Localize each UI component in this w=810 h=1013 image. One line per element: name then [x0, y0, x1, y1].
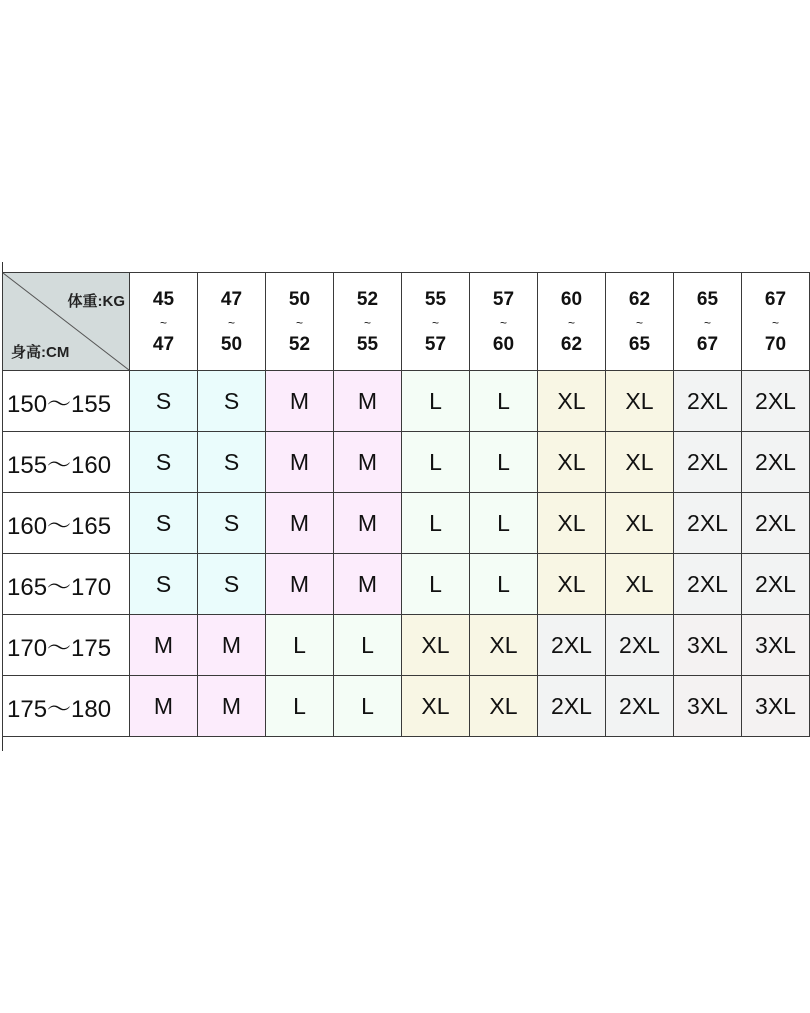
table-row	[3, 615, 810, 676]
size-cell: 2XL	[674, 432, 742, 493]
size-cell: 2XL	[674, 493, 742, 554]
size-cell: L	[402, 554, 470, 615]
size-cell: M	[266, 554, 334, 615]
height-range-cell: 160～165	[3, 493, 130, 554]
height-range-cell: 150～155	[3, 371, 130, 432]
weight-range-from: 47	[220, 288, 243, 310]
weight-range-from: 50	[288, 288, 311, 310]
weight-range-to: 52	[288, 333, 311, 355]
size-cell: S	[130, 493, 198, 554]
table-row	[3, 432, 810, 493]
size-cell: L	[402, 371, 470, 432]
size-cell: S	[198, 493, 266, 554]
weight-range-from: 57	[492, 288, 515, 310]
weight-range-from: 45	[152, 288, 175, 310]
weight-range-to: 55	[356, 333, 379, 355]
size-cell: M	[266, 493, 334, 554]
size-cell: 3XL	[674, 615, 742, 676]
header-row	[3, 273, 810, 371]
weight-range-from: 55	[424, 288, 447, 310]
size-cell: M	[130, 615, 198, 676]
size-cell: L	[334, 676, 402, 737]
size-cell: 2XL	[742, 493, 810, 554]
size-cell: S	[198, 554, 266, 615]
size-cell: 2XL	[742, 432, 810, 493]
size-cell: M	[266, 371, 334, 432]
size-cell: S	[130, 371, 198, 432]
weight-range-to: 67	[696, 333, 719, 355]
size-cell: L	[470, 432, 538, 493]
size-cell: L	[470, 371, 538, 432]
size-cell: 3XL	[742, 676, 810, 737]
weight-range-separator: ~	[363, 315, 371, 330]
weight-range-to: 65	[628, 333, 651, 355]
size-cell: 2XL	[674, 371, 742, 432]
height-range-cell: 170～175	[3, 615, 130, 676]
weight-range-to: 62	[560, 333, 583, 355]
size-cell: L	[334, 615, 402, 676]
height-axis-label: 身高:CM	[11, 344, 70, 361]
height-range-cell: 175～180	[3, 676, 130, 737]
size-cell: 2XL	[674, 554, 742, 615]
size-cell: L	[402, 493, 470, 554]
weight-axis-label: 体重:KG	[67, 293, 125, 310]
size-cell: XL	[606, 432, 674, 493]
weight-range-to: 70	[764, 333, 787, 355]
size-cell: 2XL	[742, 371, 810, 432]
height-range-cell: 165～170	[3, 554, 130, 615]
weight-range-separator: ~	[703, 315, 711, 330]
size-cell: L	[266, 676, 334, 737]
table-row	[3, 676, 810, 737]
size-cell: M	[198, 676, 266, 737]
size-cell: XL	[606, 493, 674, 554]
size-cell: XL	[402, 676, 470, 737]
weight-range-header	[606, 273, 674, 371]
size-cell: 2XL	[606, 615, 674, 676]
size-cell: M	[334, 554, 402, 615]
weight-range-separator: ~	[431, 315, 439, 330]
size-cell: M	[266, 432, 334, 493]
table-row	[3, 554, 810, 615]
weight-range-header	[334, 273, 402, 371]
size-cell: XL	[538, 371, 606, 432]
size-cell: XL	[470, 615, 538, 676]
size-cell: S	[198, 432, 266, 493]
size-cell: XL	[538, 493, 606, 554]
size-cell: S	[130, 554, 198, 615]
weight-range-header	[266, 273, 334, 371]
weight-range-separator: ~	[771, 315, 779, 330]
size-cell: 3XL	[674, 676, 742, 737]
weight-range-header	[198, 273, 266, 371]
size-cell: 2XL	[742, 554, 810, 615]
weight-range-header	[538, 273, 606, 371]
table-row	[3, 371, 810, 432]
weight-range-to: 57	[424, 333, 447, 355]
weight-range-separator: ~	[499, 315, 507, 330]
corner-header-cell	[3, 273, 130, 371]
size-cell: L	[266, 615, 334, 676]
weight-range-separator: ~	[635, 315, 643, 330]
size-cell: XL	[538, 554, 606, 615]
size-cell: XL	[402, 615, 470, 676]
weight-range-from: 52	[356, 288, 379, 310]
height-range-cell: 155～160	[3, 432, 130, 493]
weight-range-to: 50	[220, 333, 243, 355]
weight-range-separator: ~	[567, 315, 575, 330]
size-cell: M	[334, 371, 402, 432]
weight-range-separator: ~	[227, 315, 235, 330]
weight-range-header	[470, 273, 538, 371]
size-cell: 2XL	[538, 615, 606, 676]
size-cell: 3XL	[742, 615, 810, 676]
weight-range-from: 65	[696, 288, 719, 310]
table-row	[3, 493, 810, 554]
size-cell: 2XL	[606, 676, 674, 737]
left-border-tick-bottom	[2, 737, 3, 751]
weight-range-header	[402, 273, 470, 371]
size-cell: S	[198, 371, 266, 432]
table-body	[3, 371, 810, 737]
size-cell: L	[402, 432, 470, 493]
weight-range-to: 60	[492, 333, 515, 355]
size-cell: M	[334, 493, 402, 554]
size-cell: XL	[470, 676, 538, 737]
weight-range-separator: ~	[295, 315, 303, 330]
size-cell: 2XL	[538, 676, 606, 737]
size-cell: M	[198, 615, 266, 676]
size-cell: S	[130, 432, 198, 493]
size-cell: L	[470, 493, 538, 554]
weight-range-header	[674, 273, 742, 371]
weight-range-header	[742, 273, 810, 371]
size-cell: XL	[538, 432, 606, 493]
size-cell: XL	[606, 371, 674, 432]
weight-range-header	[130, 273, 198, 371]
weight-range-from: 60	[560, 288, 583, 310]
size-cell: L	[470, 554, 538, 615]
weight-range-to: 47	[152, 333, 175, 355]
weight-range-separator: ~	[159, 315, 167, 330]
size-cell: M	[334, 432, 402, 493]
weight-range-from: 67	[764, 288, 787, 310]
size-chart-table	[2, 272, 810, 737]
size-cell: XL	[606, 554, 674, 615]
weight-range-from: 62	[628, 288, 651, 310]
size-cell: M	[130, 676, 198, 737]
